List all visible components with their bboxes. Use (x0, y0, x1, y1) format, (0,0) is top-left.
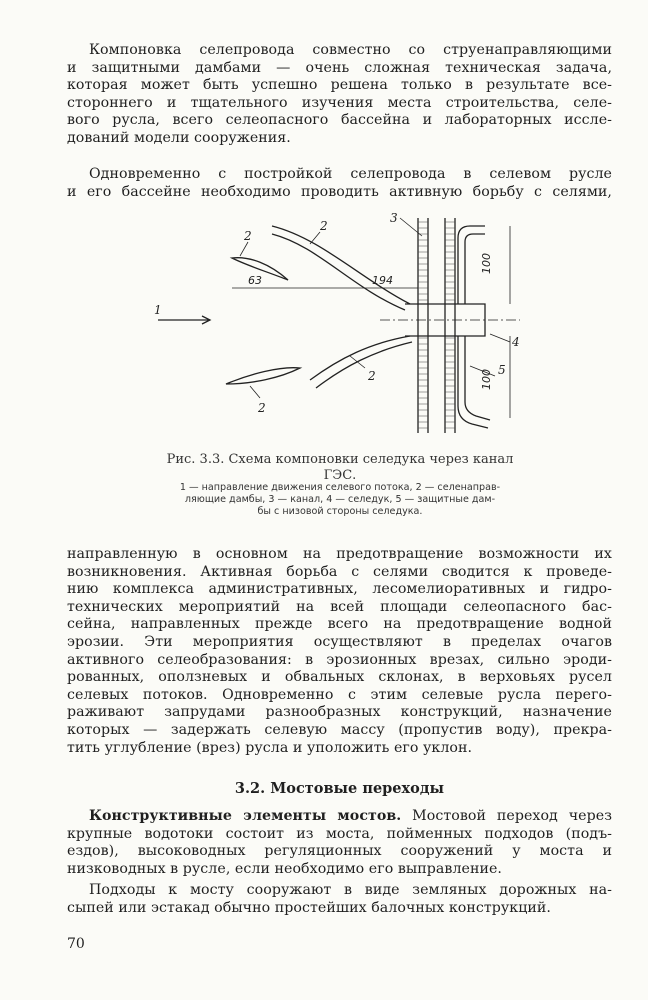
legend-line: 1 — направление движения селевого потока, 2 — селенаправ- (179, 482, 501, 493)
caption-line: ГЭС. (323, 468, 357, 483)
text-line: Одновременно с постройкой селепровода в селевом русле (89, 166, 612, 182)
text-line: технических мероприятий на всей площади селеопасного бас- (67, 598, 612, 615)
bold-lead: Конструктивные элементы мостов. (89, 808, 402, 824)
dim-100-bottom: 100 (480, 369, 493, 390)
text-line: низководных в русле, если необходимо его выправление. (67, 860, 502, 877)
label-2a: 2 (244, 229, 252, 243)
label-2b: 2 (320, 219, 328, 233)
figure-caption-title (140, 452, 540, 484)
text-line: активного селеобразования: в эрозионных врезах, сильно эроди- (67, 651, 612, 668)
dim-63: 63 (248, 274, 262, 287)
legend-line: бы с низовой стороны селедука. (257, 505, 423, 517)
text-line: селевых потоков. Одновременно с этим селевые русла перего- (67, 686, 612, 703)
dim-100-top: 100 (480, 253, 493, 274)
text-line: раживают запрудами разнообразных конструкций, назначение (67, 704, 612, 721)
paragraph-bridge-elements (67, 808, 612, 878)
figure-caption-legend (150, 482, 530, 517)
text-line: Компоновка селепровода совместно со струенаправляющими (89, 42, 612, 58)
caption-line: Рис. 3.3. Схема компоновки селедука через канал (166, 452, 514, 467)
label-4: 4 (512, 335, 520, 349)
text-line: возникновения. Активная борьба с селями сводится к проведе- (67, 563, 612, 580)
guide-dam-short-lower (226, 368, 300, 384)
guide-dam-upper (272, 226, 410, 304)
text-line: ездов), высоководных регуляционных сооружений у моста и (67, 843, 612, 860)
text-line: нию комплекса административных, лесомелиоративных и гидро- (67, 581, 612, 598)
paragraph-simultaneously (67, 166, 612, 201)
dim-194: 194 (372, 274, 393, 287)
text-line: тить углубление (врез) русла и уположить его уклон. (67, 739, 473, 756)
text-line: сейна, направленных прежде всего на предотвращение водной (67, 616, 612, 633)
text-line: рованных, оползневых и обвальных склонах, в верховьях русел (67, 669, 612, 686)
text-line: стороннего и тщательного изучения места строительства, селе- (67, 94, 612, 111)
text-line: крупные водотоки состоит из моста, пойменных подходов (подъ- (67, 825, 612, 842)
text-line: и его бассейне необходимо проводить активную борьбу с селями, (67, 183, 612, 200)
legend-line: ляющие дамбы, 3 — канал, 4 — селедук, 5 — защитные дам- (184, 493, 496, 505)
text-line: и защитными дамбами — очень сложная техническая задача, (67, 59, 612, 76)
text-line: вого русла, всего селеопасного бассейна и лабораторных иссле- (67, 112, 612, 129)
paragraph-directed (67, 546, 612, 757)
text-line: эрозии. Эти мероприятия осуществляют в пределах очагов (67, 633, 612, 650)
text-line: которых — задержать селевую массу (пропустив воду), прекра- (67, 721, 612, 738)
text-line: сыпей или эстакад обычно простейших балочных конструкций. (67, 899, 551, 916)
page-number: 70 (67, 936, 85, 952)
label-2d: 2 (258, 401, 266, 415)
canal-hatching (418, 222, 455, 428)
label-3: 3 (390, 211, 398, 225)
paragraph-compositions (67, 42, 612, 148)
figure-3-3-diagram (140, 208, 540, 448)
text-line (67, 808, 612, 826)
text-line: которая может быть успешно решена только в результате все- (67, 77, 612, 94)
paragraph-approaches (67, 882, 612, 917)
label-2c: 2 (368, 369, 376, 383)
text-line: дований модели сооружения. (67, 129, 291, 146)
label-5: 5 (498, 363, 506, 377)
text-line: Подходы к мосту сооружают в виде земляных дорожных на- (89, 882, 612, 898)
label-1: 1 (154, 303, 162, 317)
section-title: 3.2. Мостовые переходы (234, 780, 445, 797)
guide-dam-lower (310, 336, 410, 380)
text-line: направленную в основном на предотвращение возможности их (67, 546, 612, 562)
lead-rest: Мостовой переход через (401, 808, 612, 824)
